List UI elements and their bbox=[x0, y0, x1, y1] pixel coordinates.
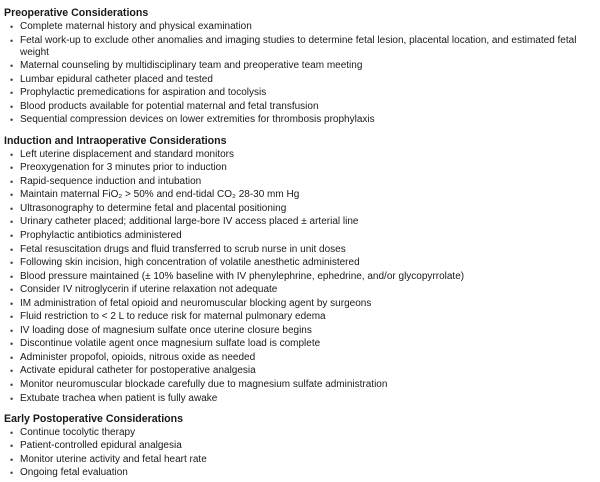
list-item: • IM administration of fetal opioid and neuromuscular blocking agent by surgeons bbox=[4, 298, 594, 310]
list-item: • Extubate trachea when patient is fully awake bbox=[4, 393, 594, 405]
section-title: Early Postoperative Considerations bbox=[4, 412, 183, 425]
bullet-list bbox=[4, 21, 594, 127]
list-item: • Consider IV nitroglycerin if uterine relaxation not adequate bbox=[4, 284, 594, 296]
list-item: • Fetal resuscitation drugs and fluid transferred to scrub nurse in unit doses bbox=[4, 244, 594, 256]
list-item: • IV loading dose of magnesium sulfate once uterine closure begins bbox=[4, 325, 594, 337]
list-item: • Maintain maternal FiO₂ > 50% and end-tidal CO₂ 28-30 mm Hg bbox=[4, 189, 594, 201]
list-item: • Prophylactic premedications for aspiration and tocolysis bbox=[4, 87, 594, 99]
list-item: • Fluid restriction to < 2 L to reduce risk for maternal pulmonary edema bbox=[4, 311, 594, 323]
preoperative-section bbox=[4, 7, 594, 127]
list-item: • Monitor neuromuscular blockade carefully due to magnesium sulfate administration bbox=[4, 379, 594, 391]
postoperative-section bbox=[4, 413, 594, 480]
list-item: • Patient-controlled epidural analgesia bbox=[4, 440, 594, 452]
list-item: • Blood products available for potential maternal and fetal transfusion bbox=[4, 101, 594, 113]
list-item: • Ultrasonography to determine fetal and placental positioning bbox=[4, 203, 594, 215]
section-title: Preoperative Considerations bbox=[4, 7, 149, 19]
list-item: • Blood pressure maintained (± 10% baseline with IV phenylephrine, ephedrine, and/or glycopyrrolate) bbox=[4, 271, 594, 283]
list-item: • Fetal work-up to exclude other anomalies and imaging studies to determine fetal lesion, placental location, and estimated fetal weight bbox=[4, 35, 594, 59]
list-item: • Maternal counseling by multidisciplinary team and preoperative team meeting bbox=[4, 60, 594, 72]
list-item: • Left uterine displacement and standard monitors bbox=[4, 149, 594, 161]
list-item: • Following skin incision, high concentration of volatile anesthetic administered bbox=[4, 257, 594, 269]
list-item: • Urinary catheter placed; additional large-bore IV access placed ± arterial line bbox=[4, 216, 594, 228]
bullet-list bbox=[4, 149, 594, 405]
list-item: • Lumbar epidural catheter placed and tested bbox=[4, 74, 594, 86]
list-item: • Prophylactic antibiotics administered bbox=[4, 230, 594, 242]
list-item: • Sequential compression devices on lower extremities for thrombosis prophylaxis bbox=[4, 114, 594, 126]
bullet-list bbox=[4, 427, 594, 480]
list-item: • Preoxygenation for 3 minutes prior to induction bbox=[4, 162, 594, 174]
intraoperative-section bbox=[4, 135, 594, 405]
list-item: • Ongoing fetal evaluation bbox=[4, 467, 594, 479]
list-item: • Continue tocolytic therapy bbox=[4, 427, 594, 439]
list-item: • Administer propofol, opioids, nitrous oxide as needed bbox=[4, 352, 594, 364]
list-item: • Rapid-sequence induction and intubation bbox=[4, 176, 594, 188]
list-item: • Discontinue volatile agent once magnesium sulfate load is complete bbox=[4, 338, 594, 350]
list-item: • Monitor uterine activity and fetal heart rate bbox=[4, 454, 594, 466]
section-title: Induction and Intraoperative Considerations bbox=[4, 134, 227, 147]
list-item: • Activate epidural catheter for postoperative analgesia bbox=[4, 365, 594, 377]
list-item: • Complete maternal history and physical examination bbox=[4, 21, 594, 33]
